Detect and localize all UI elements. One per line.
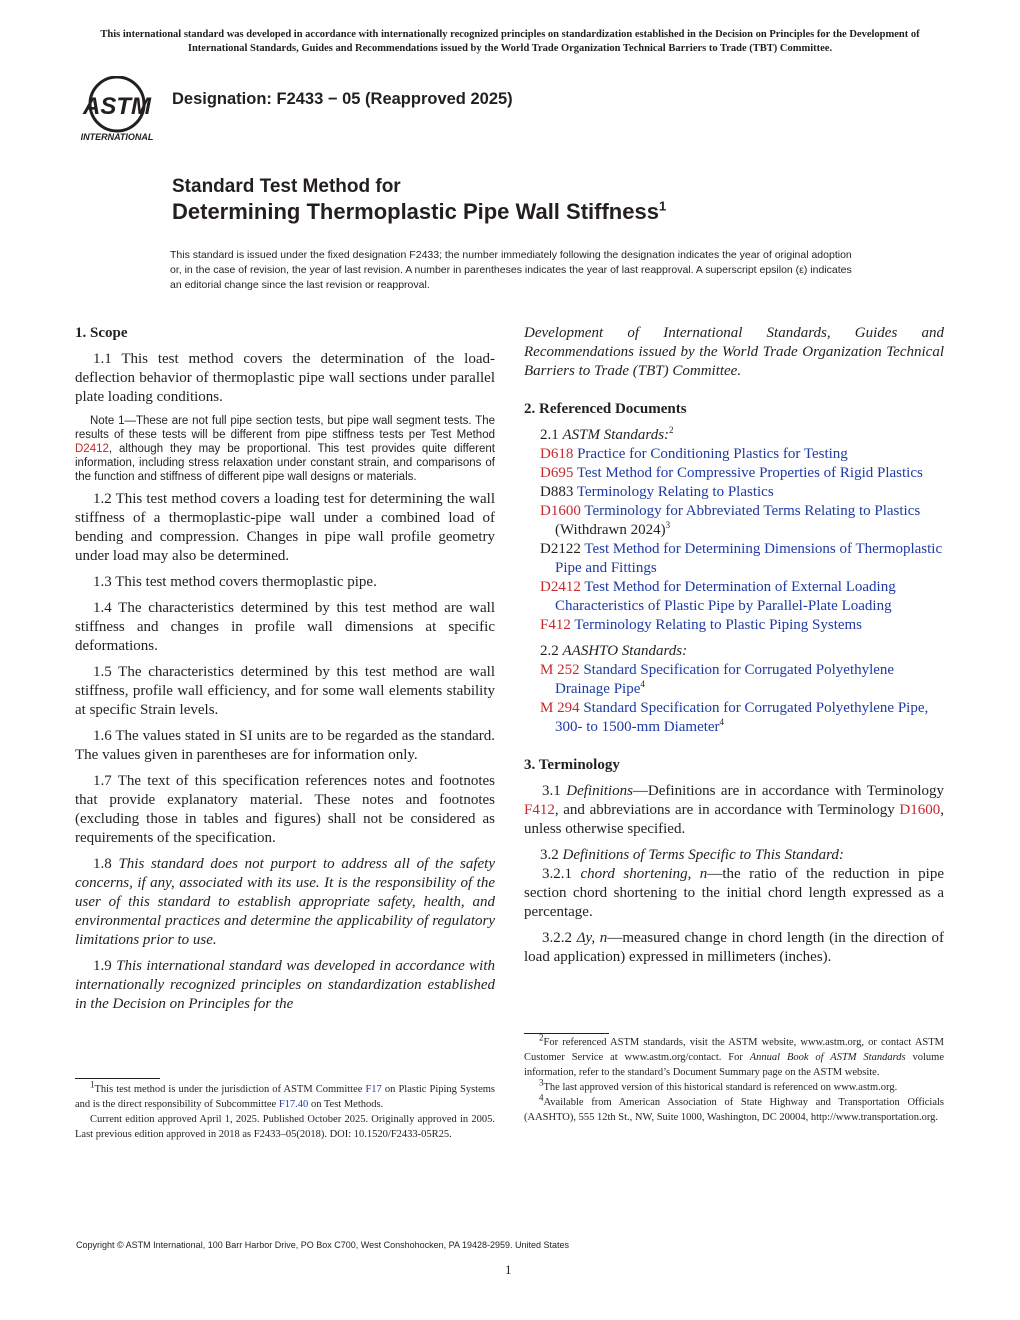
title-line-1: Standard Test Method for (172, 176, 401, 197)
reference-footnote-mark: 4 (719, 717, 725, 727)
para-1-6: 1.6 The values stated in SI units are to be regarded as the standard. The values given in parentheses are for information only. (75, 728, 495, 763)
link-f17[interactable]: F17 (365, 1084, 382, 1095)
astm-standards-label: 2.1 ASTM Standards:$^2$ (540, 425, 674, 443)
footnote-2: $^2$For referenced ASTM standards, visit the ASTM website, www.astm.org, or contact ASTM Customer Service at www.astm.org/contact. For Annual Book of ASTM Standards volume information, refer to the standard’s Document Summary page on the ASTM website. (524, 1032, 945, 1078)
para-3-2-2: 3.2.2 Δy, n—measured change in chord length (in the direction of load application) expressed in millimeters (inches). (524, 930, 945, 965)
title-text: Determining Thermoplastic Pipe Wall Stiffness (172, 199, 659, 224)
footnote-4: $^4$Available from American Association of State Highway and Transportation Officials (AASHTO), 555 12th St., NW, Suite 1000, Washington, DC 20004, http://www.transportation.org. (524, 1092, 944, 1123)
reference-title-link[interactable]: Terminology Relating to Plastics (576, 484, 774, 500)
footnote-3: $^3$The last approved version of this historical standard is referenced on www.astm.org. (539, 1077, 898, 1093)
para-3-2: 3.2 Definitions of Terms Specific to This Standard: (540, 847, 844, 863)
para-1-2: 1.2 This test method covers a loading test for determining the wall stiffness of a thermoplastic-pipe wall under a combined load of bending and compression. Changes in pipe wall profile geometry under load may also be determined. (75, 491, 495, 564)
footnote-1-edition: Current edition approved April 1, 2025. Published October 2025. Originally approved in 2005. Last previous edition approved in 2018 as F2433–05(2018). DOI: 10.1520/F2433-05R25. (75, 1114, 495, 1140)
reference-item (524, 578, 944, 616)
para-1-7: 1.7 The text of this specification references notes and footnotes that provide explanatory material. These notes and footnotes (excluding those in tables and figures) shall not be considered as requirements of the specification. (75, 773, 495, 846)
left-column (75, 324, 495, 1021)
aashto-reference-list (524, 661, 944, 737)
para-1-5: 1.5 The characteristics determined by this test method are wall stiffness, profile wall efficiency, and for some wall elements stability at specific Strain levels. (75, 664, 495, 718)
reference-code-link[interactable]: D2122 (540, 541, 581, 557)
footnote-rule-left (75, 1078, 160, 1079)
reference-title-link[interactable]: Test Method for Determination of External Loading Characteristics of Plastic Pipe by Parallel-Plate Loading (555, 579, 896, 614)
reference-title-link[interactable]: Standard Specification for Corrugated Polyethylene Pipe, 300- to 1500-mm Diameter (555, 700, 929, 735)
astm-reference-list (524, 445, 944, 635)
astm-logo-icon (72, 76, 162, 144)
para-1-9-continued: Development of International Standards, Guides and Recommendations issued by the World Trade Organization Technical Barriers to Trade (TBT) Committee. (524, 325, 944, 379)
link-d1600[interactable]: D1600 (899, 802, 941, 818)
reference-item (524, 464, 944, 483)
reference-code-link[interactable]: D695 (540, 465, 574, 481)
reference-item (524, 540, 944, 578)
section-heading-scope: 1. Scope (75, 325, 128, 341)
right-column (524, 324, 944, 974)
page-number: 1 (505, 1262, 512, 1277)
footnote-rule-right (524, 1033, 609, 1034)
reference-title-link[interactable]: Terminology Relating to Plastic Piping Systems (574, 617, 863, 633)
reference-footnote-mark: 3 (665, 520, 671, 530)
astm-logo (72, 76, 162, 144)
link-f17-40[interactable]: F17.40 (278, 1099, 309, 1110)
footnotes-right (524, 1032, 945, 1125)
reference-title-link[interactable]: Standard Specification for Corrugated Polyethylene Drainage Pipe (555, 662, 895, 697)
issued-statement: This standard is issued under the fixed designation F2433; the number immediately following the designation indicates the year of original adoption or, in the case of revision, the year of last revision. A number in parentheses indicates the year of last reapproval. A superscript epsilon (ε) indicates an editorial change since the last revision or reapproval. (170, 249, 852, 291)
title-footnote-mark: 1 (658, 198, 667, 214)
reference-code-link[interactable]: D2412 (540, 579, 581, 595)
para-3-1: 3.1 Definitions—Definitions are in accordance with Terminology F412, and abbreviations are in accordance with Terminology D1600, unless otherwise specified. (524, 783, 944, 837)
reference-item (524, 699, 944, 737)
reference-code-link[interactable]: M 294 (540, 700, 580, 716)
reference-code-link[interactable]: D1600 (540, 503, 581, 519)
reference-code-link[interactable]: F412 (540, 617, 571, 633)
para-1-9: 1.9 This international standard was developed in accordance with internationally recognized principles on standardization established in the Decision on Principles for the (75, 958, 495, 1012)
footnote-1: $^1$This test method is under the jurisdiction of ASTM Committee F17 on Plastic Piping Systems and is the direct responsibility of Subcommittee F17.40 on Test Methods. (75, 1079, 496, 1110)
para-1-3: 1.3 This test method covers thermoplastic pipe. (93, 574, 377, 590)
para-1-1: 1.1 This test method covers the determination of the load-deflection behavior of thermoplastic pipe wall sections under parallel plate loading conditions. (75, 351, 495, 405)
reference-item (524, 661, 944, 699)
reference-title-link[interactable]: Test Method for Determining Dimensions of Thermoplastic Pipe and Fittings (555, 541, 943, 576)
logo-subtitle: INTERNATIONAL (80, 132, 154, 142)
designation: Designation: F2433 − 05 (Reapproved 2025) (172, 90, 513, 108)
title-line-2 (172, 199, 666, 225)
reference-code-link[interactable]: D618 (540, 446, 574, 462)
reference-item (524, 616, 944, 635)
reference-suffix: (Withdrawn 2024) (555, 522, 666, 538)
link-f412[interactable]: F412 (524, 802, 555, 818)
wto-notice: This international standard was developed in accordance with internationally recognized principles on standardization established in the Decision on Principles for the Development of International Standards, Guides and Recommendations issued by the World Trade Organization Technical Barriers to Trade (TBT) Committee. (100, 29, 920, 54)
aashto-standards-label: 2.2 AASHTO Standards: (540, 643, 688, 659)
section-heading-referenced: 2. Referenced Documents (524, 401, 687, 417)
reference-code-link[interactable]: M 252 (540, 662, 580, 678)
reference-title-link[interactable]: Test Method for Compressive Properties of Rigid Plastics (576, 465, 923, 481)
footnotes-left (75, 1079, 496, 1142)
reference-footnote-mark: 4 (640, 679, 645, 689)
reference-code-link[interactable]: D883 (540, 484, 574, 500)
para-1-4: 1.4 The characteristics determined by this test method are wall stiffness and changes in profile wall dimensions at specific deformations. (75, 600, 495, 654)
para-1-8: 1.8 This standard does not purport to address all of the safety concerns, if any, associated with its use. It is the responsibility of the user of this standard to establish appropriate safety, health, and environmental practices and determine the applicability of regulatory limitations prior to use. (75, 856, 496, 948)
section-heading-terminology: 3. Terminology (524, 757, 620, 773)
reference-item (524, 502, 944, 540)
reference-item (524, 483, 944, 502)
para-3-2-1: 3.2.1 chord shortening, n—the ratio of the reduction in pipe section chord shortening to the initial chord length expressed as a percentage. (524, 866, 944, 920)
note-1: Note 1—These are not full pipe section tests, but pipe wall segment tests. The results of these tests will be different from pipe stiffness tests per Test Method D2412, although they may be proportional. This test provides quite different information, including stress relaxation under constant strain, and comparisons of the function and stiffness of different pipe wall designs or materials. (75, 415, 495, 483)
logo-mark: ASTM (83, 93, 151, 120)
copyright-footer: Copyright © ASTM International, 100 Barr Harbor Drive, PO Box C700, West Conshohocken, PA 19428-2959. United States (76, 1240, 570, 1250)
link-d2412[interactable]: D2412 (75, 443, 109, 455)
reference-title-link[interactable]: Terminology for Abbreviated Terms Relating to Plastics (584, 503, 921, 519)
reference-title-link[interactable]: Practice for Conditioning Plastics for Testing (577, 446, 848, 462)
reference-item (524, 445, 944, 464)
